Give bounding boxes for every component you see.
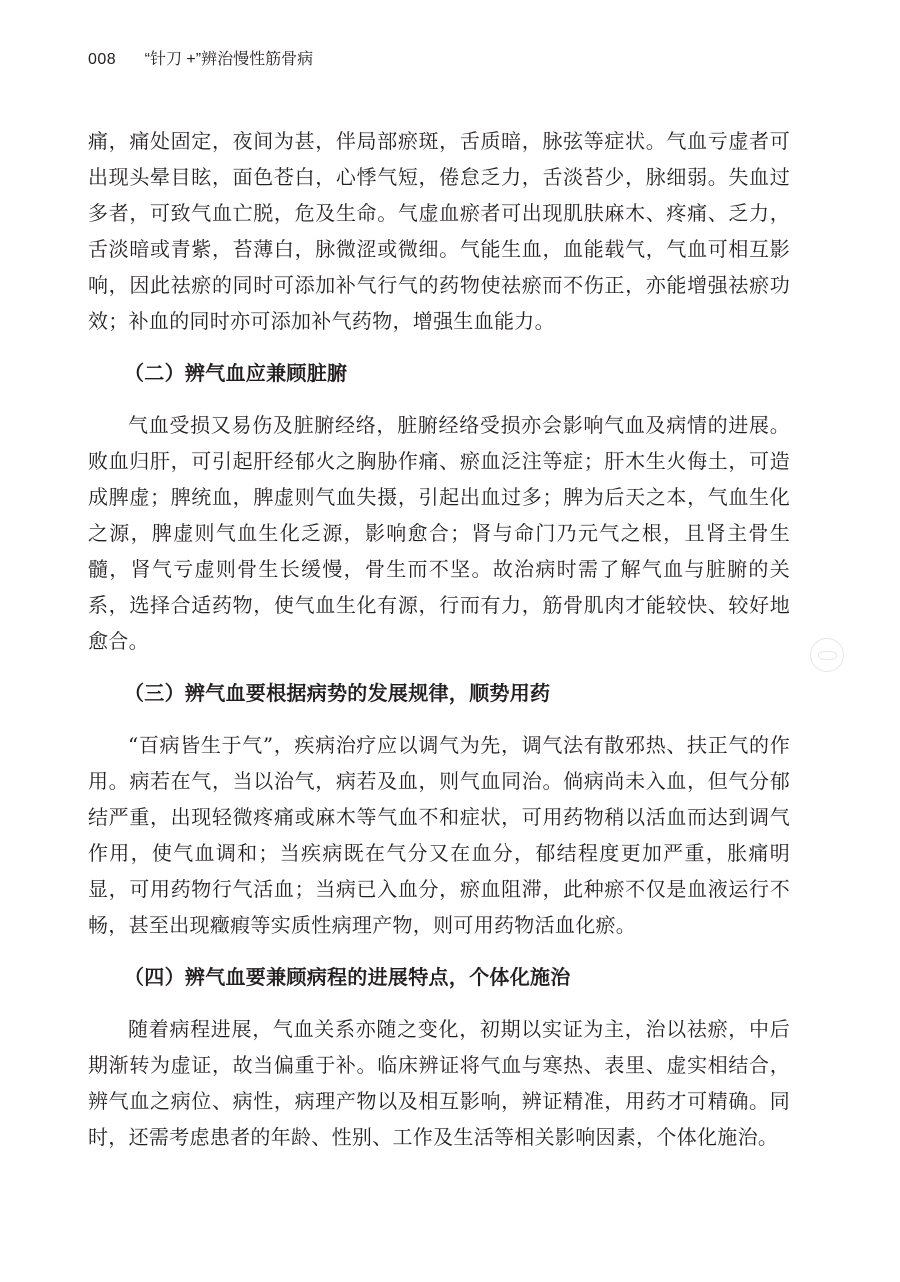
page-body — [88, 123, 790, 1155]
paragraph-individualized: 随着病程进展，气血关系亦随之变化，初期以实证为主，治以祛瘀，中后期渐转为虚证，故当偏重于补。临床辨证将气血与寒热、表里、虚实相结合，辨气血之病位、病性，病理产物以及相互影响，辨证精准，用药才可精确。同时，还需考虑患者的年龄、性别、工作及生活等相关影响因素，个体化施治。 — [88, 1017, 790, 1149]
section-heading-4: （四）辨气血要兼顾病程的进展特点，个体化施治 — [124, 965, 571, 989]
paragraph-organs: 气血受损又易伤及脏腑经络，脏腑经络受损亦会影响气血及病情的进展。败血归肝，可引起肝经郁火之胸胁作痛、瘀血泛注等症；肝木生火侮土，可造成脾虚；脾统血，脾虚则气血失摄，引起出血过多；脾为后天之本，气血生化之源，脾虚则气血生化乏源，影响愈合；肾与命门乃元气之根，且肾主骨生髓，肾气亏虚则骨生长缓慢，骨生而不坚。故治病时需了解气血与脏腑的关系，选择合适药物，使气血生化有源，行而有力，筋骨肌肉才能较快、较好地愈合。 — [88, 413, 790, 653]
section-heading-2: （二）辨气血应兼顾脏腑 — [124, 361, 348, 385]
paragraph-continued: 痛，痛处固定，夜间为甚，伴局部瘀斑，舌质暗，脉弦等症状。气血亏虚者可出现头晕目眩，面色苍白，心悸气短，倦怠乏力，舌淡苔少，脉细弱。失血过多者，可致气血亡脱，危及生命。气虚血瘀者可出现肌肤麻木、疼痛、乏力，舌淡暗或青紫，苔薄白，脉微涩或微细。气能生血，血能载气，气血可相互影响，因此祛瘀的同时可添加补气行气的药物使祛瘀而不伤正，亦能增强祛瘀功效；补血的同时亦可添加补气药物，增强生血能力。 — [88, 129, 790, 333]
paragraph-disease-trend: “百病皆生于气”，疾病治疗应以调气为先，调气法有散邪热、扶正气的作用。病若在气，当以治气，病若及血，则气血同治。倘病尚未入血，但气分郁结严重，出现轻微疼痛或麻木等气血不和症状，可用药物稍以活血而达到调气作用，使气血调和；当疾病既在气分又在血分，郁结程度更加严重，胀痛明显，可用药物行气活血；当病已入血分，瘀血阻滞，此种瘀不仅是血液运行不畅，甚至出现癥瘕等实质性病理产物，则可用药物活血化瘀。 — [88, 733, 790, 937]
page-header — [88, 48, 313, 72]
section-heading-3: （三）辨气血要根据病势的发展规律，顺势用药 — [124, 681, 551, 705]
page-number: 008 — [88, 51, 117, 68]
book-title: “针刀 +”辨治慢性筋骨病 — [144, 51, 314, 68]
watermark-icon — [810, 638, 844, 672]
